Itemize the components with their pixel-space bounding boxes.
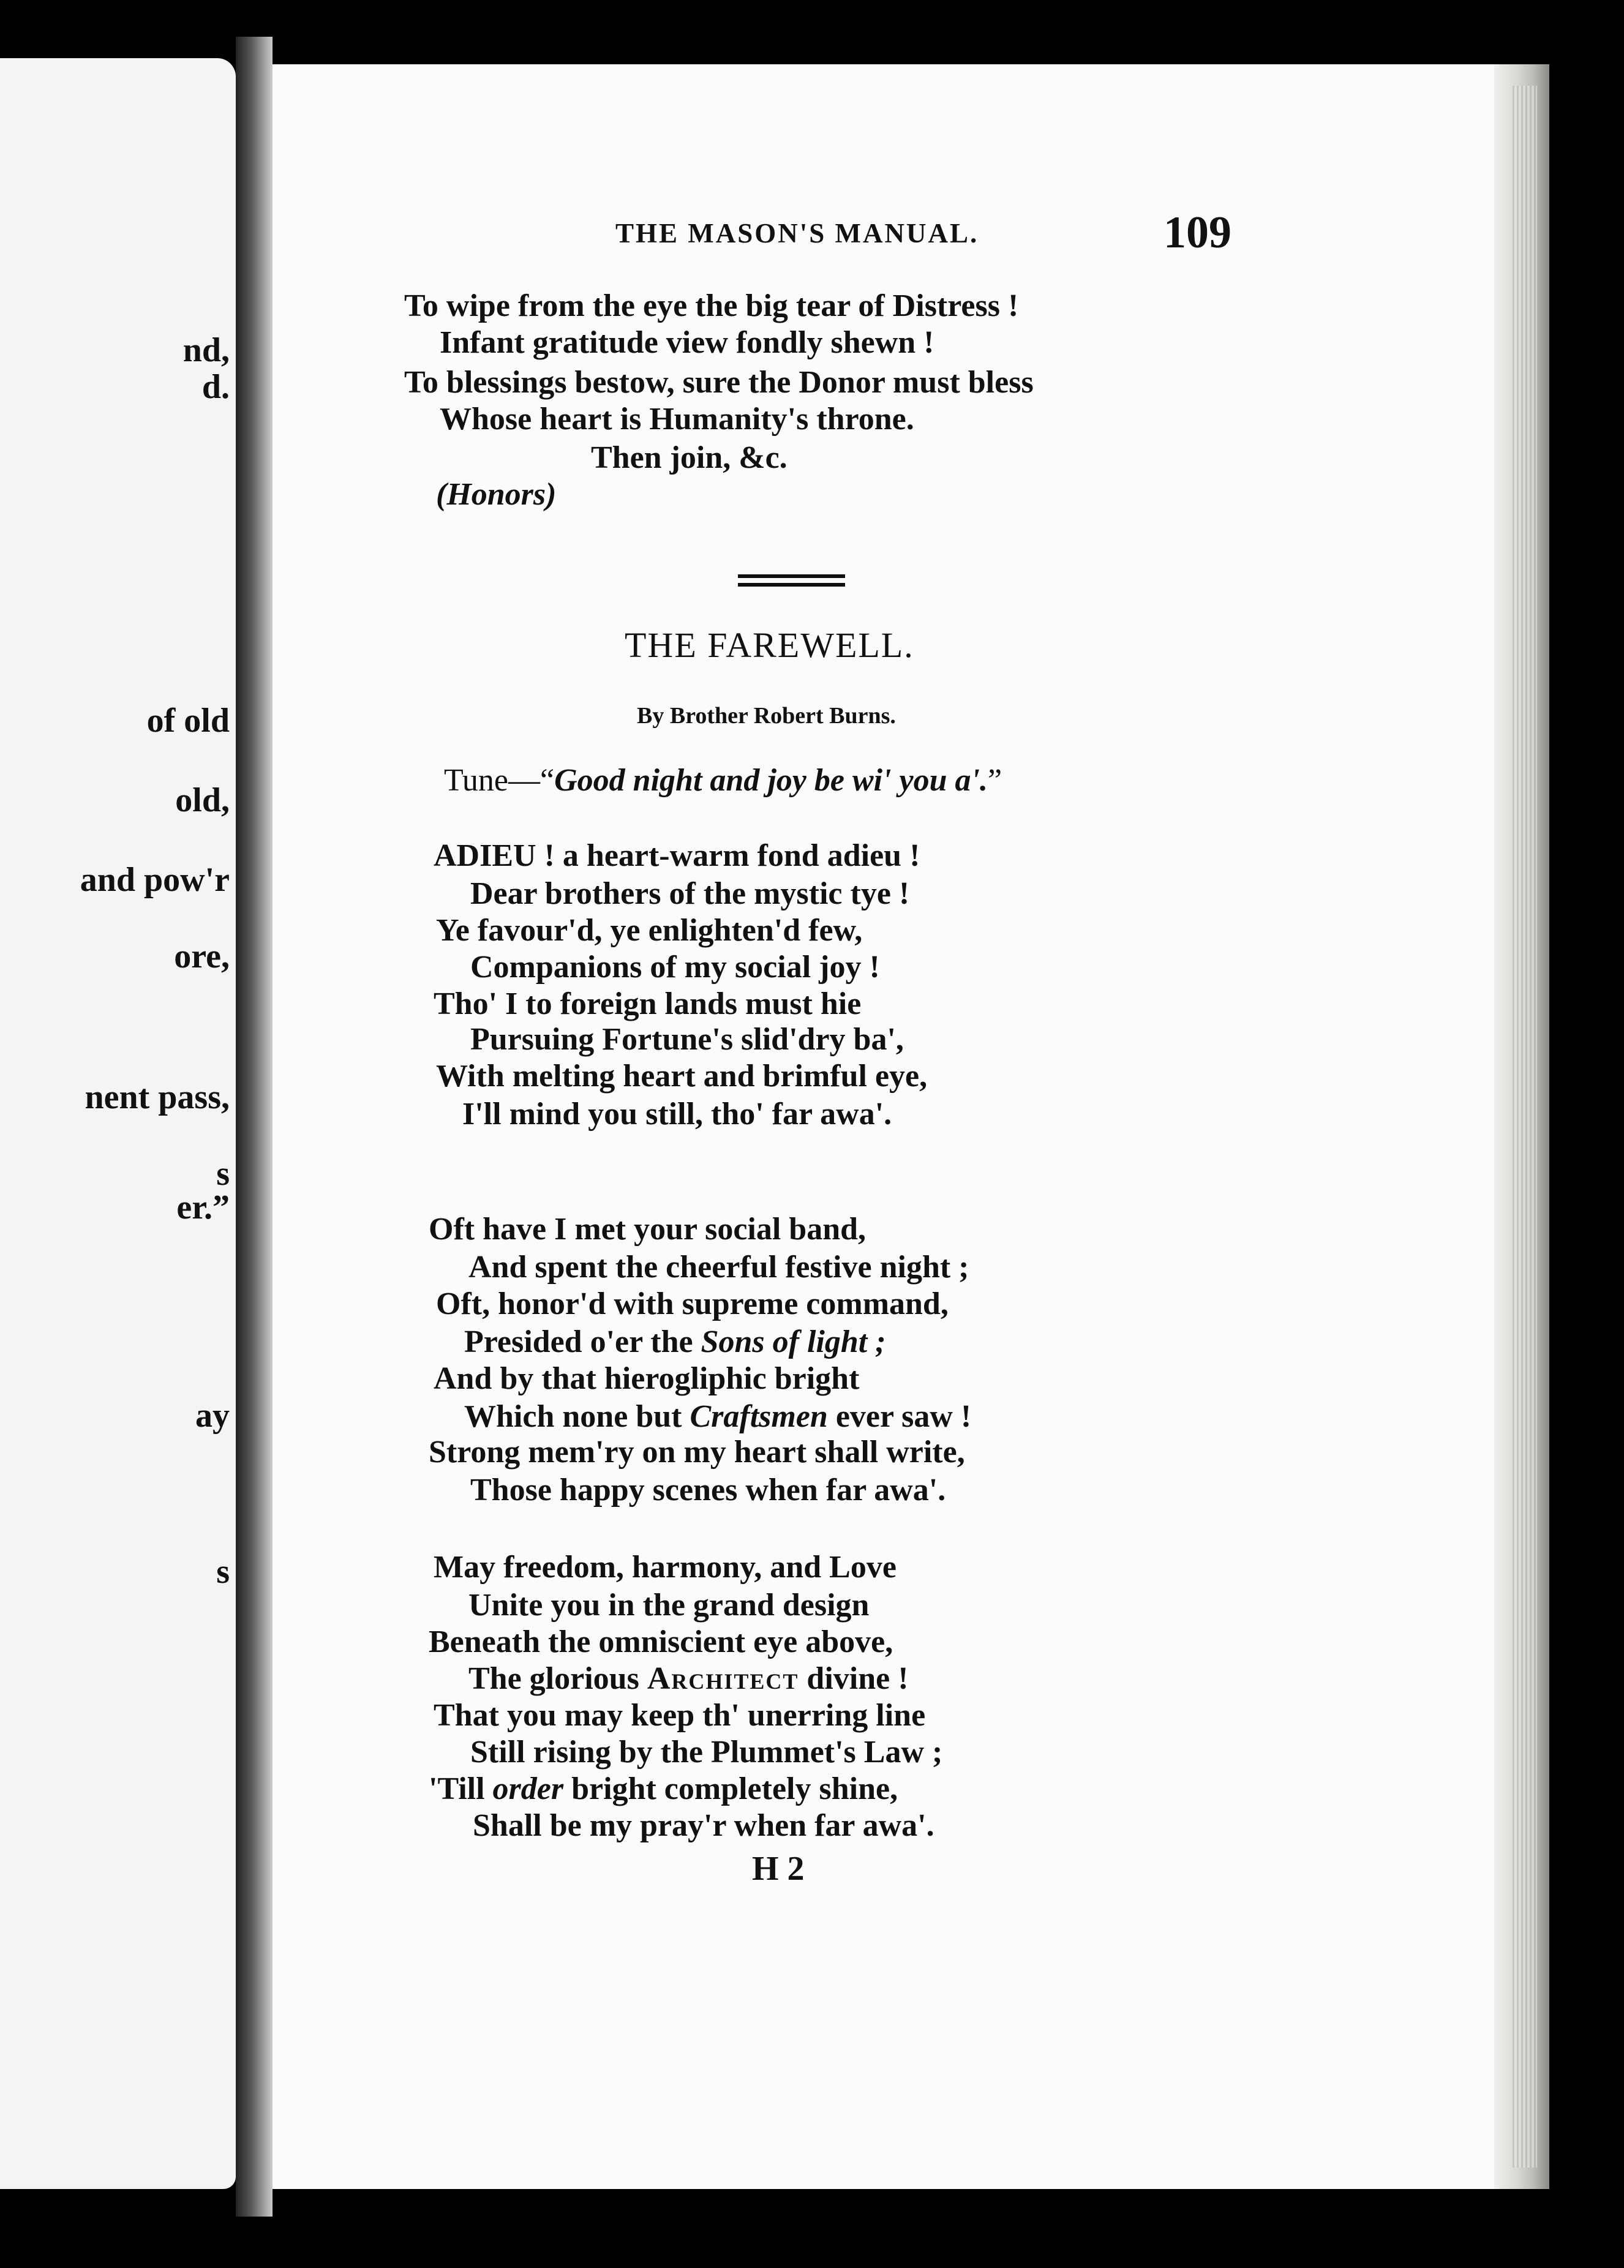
section-rule <box>738 574 845 578</box>
running-head: THE MASON'S MANUAL. <box>615 218 979 249</box>
verse-line: Unite you in the grand design <box>468 1588 870 1623</box>
verse-line <box>464 1399 971 1435</box>
verse-line: Pursuing Fortune's slid'dry ba', <box>470 1022 904 1057</box>
chorus-line: Then join, &c. <box>591 440 788 475</box>
left-page-fragment: old, <box>175 781 230 819</box>
section-rule <box>738 583 845 587</box>
verse-line: That you may keep th' unerring line <box>434 1698 926 1733</box>
verse-line: Beneath the omniscient eye above, <box>429 1624 893 1659</box>
left-page-fragment: of old <box>146 702 230 740</box>
verse-line: Those happy scenes when far awa'. <box>470 1473 946 1508</box>
verse-line: Tho' I to foreign lands must hie <box>434 986 862 1021</box>
poem-byline: By Brother Robert Burns. <box>637 703 896 729</box>
poem-title: THE FAREWELL. <box>625 625 914 665</box>
verse-line: Whose heart is Humanity's throne. <box>440 402 914 437</box>
verse-line: ADIEU ! a heart-warm fond adieu ! <box>434 838 920 873</box>
verse-line: May freedom, harmony, and Love <box>434 1550 897 1585</box>
verse-line: To wipe from the eye the big tear of Distress ! <box>404 288 1019 323</box>
verse-line: Companions of my social joy ! <box>470 950 880 985</box>
left-facing-page <box>0 58 236 2189</box>
signature-mark: H 2 <box>752 1850 805 1888</box>
verse-italic: Craftsmen <box>690 1399 828 1434</box>
verse-text: bright completely shine, <box>563 1771 898 1806</box>
verse-line <box>468 1661 909 1697</box>
tune-line <box>444 762 1002 798</box>
page-number: 109 <box>1163 208 1231 258</box>
left-page-fragment: s <box>216 1553 230 1591</box>
verse-text: The glorious <box>468 1661 647 1696</box>
tune-name: Good night and joy be wi' you a'. <box>554 763 988 798</box>
verse-line: With melting heart and brimful eye, <box>436 1059 928 1094</box>
left-page-fragment: ay <box>195 1397 230 1435</box>
verse-small-caps: Architect <box>647 1661 799 1696</box>
verse-line: And by that hierogliphic bright <box>434 1361 860 1396</box>
verse-text: Presided o'er the <box>464 1324 701 1359</box>
left-page-fragment: ore, <box>174 937 230 975</box>
verse-text: divine ! <box>799 1661 909 1696</box>
book-gutter <box>236 37 273 2217</box>
left-page-fragment: nd, <box>182 331 230 369</box>
verse-line: And spent the cheerful festive night ; <box>468 1250 969 1285</box>
verse-line: Oft, honor'd with supreme command, <box>436 1286 949 1321</box>
verse-line <box>429 1771 898 1807</box>
left-page-fragment: d. <box>201 368 230 406</box>
verse-italic: order <box>492 1771 564 1806</box>
verse-line: Oft have I met your social band, <box>429 1212 867 1247</box>
verse-text: 'Till <box>429 1771 493 1806</box>
verse-line <box>464 1324 886 1360</box>
verse-line: Infant gratitude view fondly shewn ! <box>440 325 934 360</box>
verse-line: To blessings bestow, sure the Donor must bless <box>404 365 1034 400</box>
left-page-fragment: er.” <box>176 1188 230 1226</box>
verse-text: Which none but <box>464 1399 690 1434</box>
left-page-fragment: and pow'r <box>80 861 230 899</box>
verse-italic: Sons of light ; <box>701 1324 886 1359</box>
verse-line: Still rising by the Plummet's Law ; <box>470 1735 943 1770</box>
verse-line: Dear brothers of the mystic tye ! <box>470 876 910 911</box>
left-page-fragment: s <box>216 1155 230 1193</box>
verse-line: Strong mem'ry on my heart shall write, <box>429 1435 965 1470</box>
honors-note: (Honors) <box>436 477 557 512</box>
verse-line: I'll mind you still, tho' far awa'. <box>462 1097 892 1132</box>
tune-prefix: Tune—“ <box>444 763 555 798</box>
verse-line: Shall be my pray'r when far awa'. <box>473 1808 934 1843</box>
left-page-fragment: nent pass, <box>85 1078 230 1116</box>
verse-text: ever saw ! <box>827 1399 972 1434</box>
verse-line: Ye favour'd, ye enlighten'd few, <box>436 913 863 948</box>
tune-suffix: ” <box>987 763 1002 798</box>
page-edge-stack <box>1513 86 1537 2168</box>
